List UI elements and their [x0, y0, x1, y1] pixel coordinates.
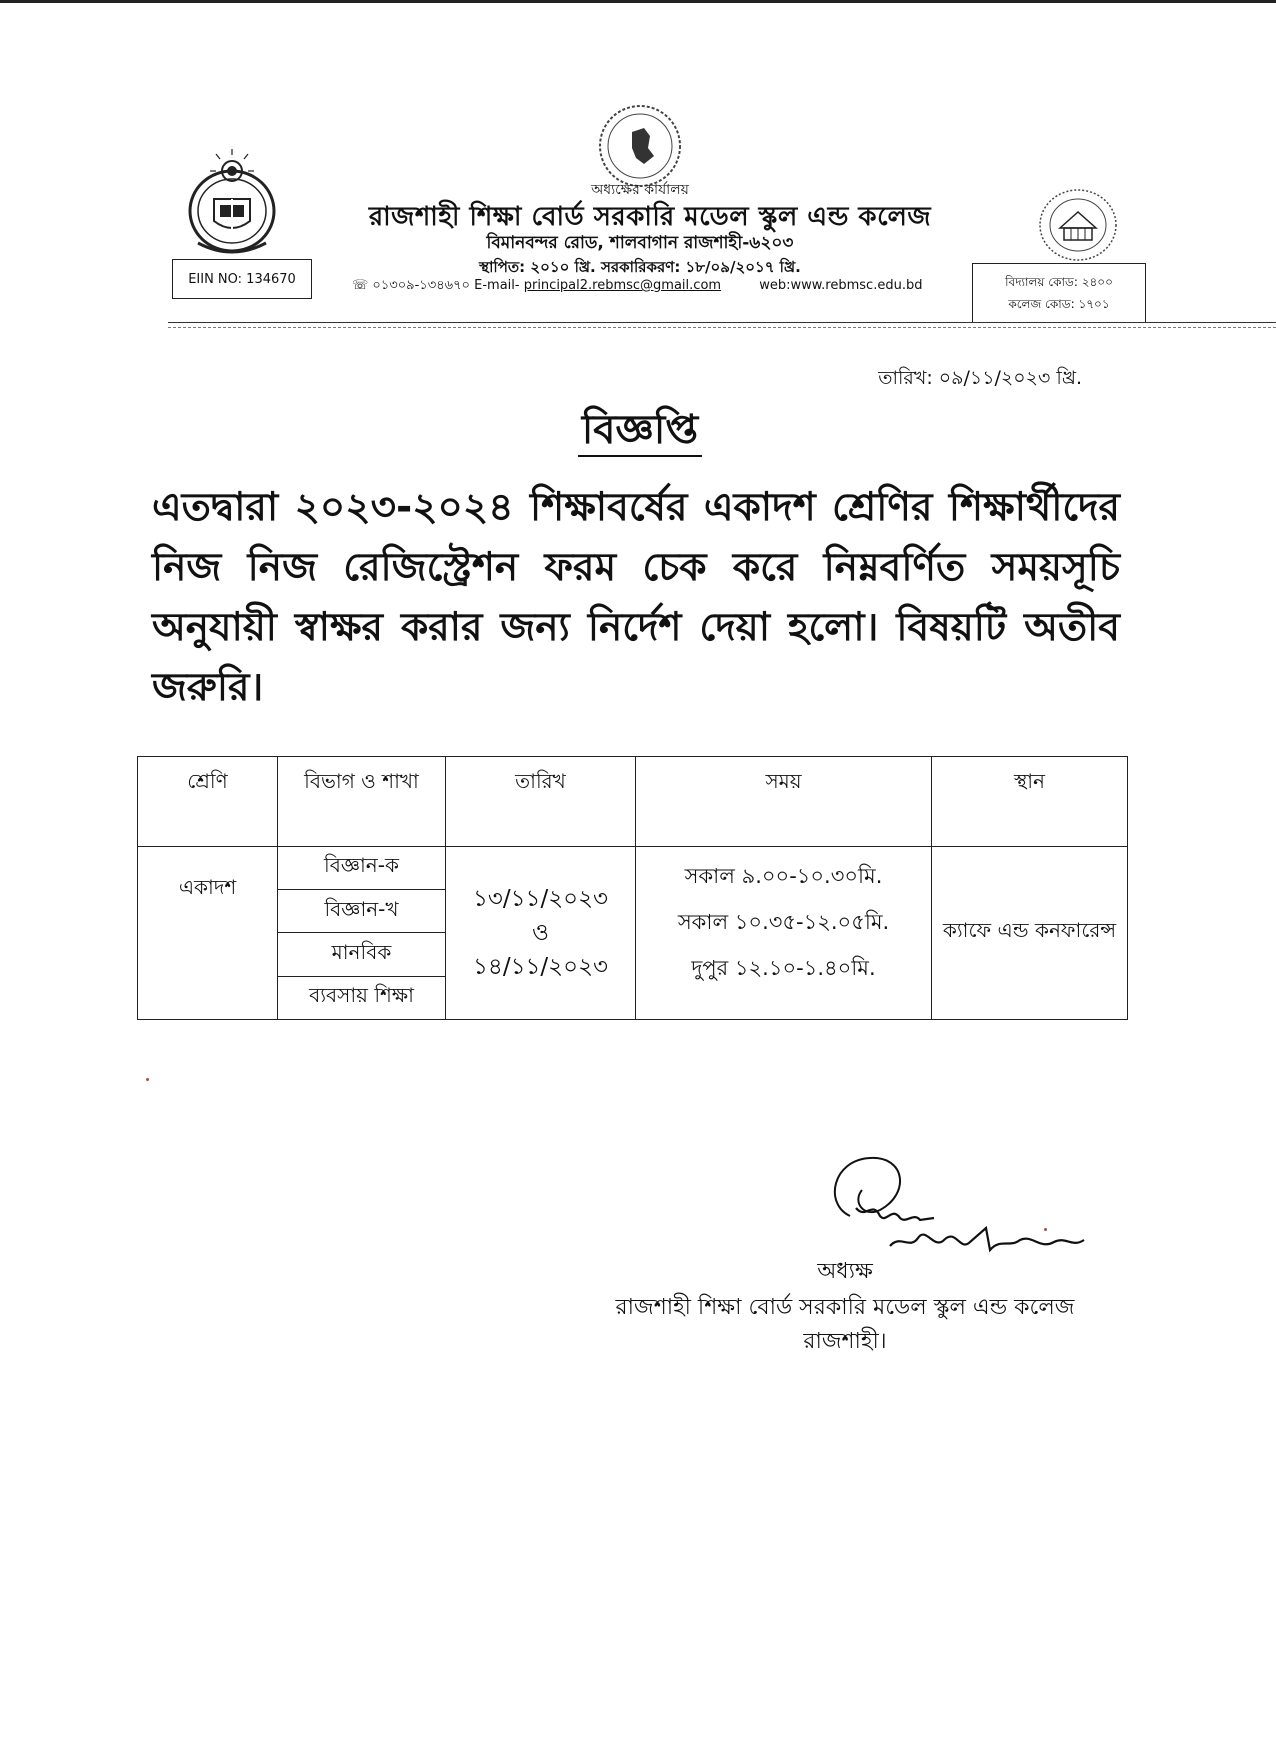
time-slot: দুপুর ১২.১০-১.৪০মি. — [691, 955, 876, 980]
school-code: বিদ্যালয় কোড: ২৪০০ — [1005, 275, 1113, 289]
notice-date: তারিখ: ০৯/১১/২০২৩ খ্রি. — [878, 367, 1082, 389]
signatory-title: অধ্যক্ষ — [817, 1259, 873, 1284]
website-link[interactable]: web:www.rebmsc.edu.bd — [759, 278, 923, 293]
header-branch: বিভাগ ও শাখা — [278, 757, 446, 847]
contact-line — [352, 276, 952, 297]
header-time: সময় — [636, 757, 932, 847]
signatory-city: রাজশাহী। — [803, 1329, 887, 1354]
institution-address: বিমানবন্দর রোড, শালবাগান রাজশাহী-৬২০৩ — [486, 233, 794, 253]
branch-cell: বিজ্ঞান-খ — [278, 890, 446, 933]
signatory-institution: রাজশাহী শিক্ষা বোর্ড সরকারি মডেল স্কুল এন্ড কলেজ — [615, 1295, 1075, 1320]
government-emblem — [598, 104, 682, 188]
scan-edge — [0, 0, 1276, 3]
header-venue: স্থান — [932, 757, 1128, 847]
notice-title-text: বিজ্ঞপ্তি — [578, 407, 702, 457]
notice-title — [540, 398, 740, 465]
signature-mark — [810, 1150, 1110, 1270]
table-header-row — [138, 757, 1128, 847]
email-link[interactable]: principal2.rebmsc@gmail.com — [523, 278, 722, 293]
header-divider-secondary — [168, 327, 1276, 328]
eiin-box — [172, 259, 312, 299]
branch-cell: ব্যবসায় শিক্ষা — [278, 976, 446, 1019]
scan-speck — [146, 1078, 149, 1081]
branch-cell: বিজ্ঞান-ক — [278, 846, 446, 889]
header-divider — [168, 322, 1276, 323]
date-first: ১৩/১১/২০২৩ — [472, 885, 609, 912]
branch-cell: মানবিক — [278, 933, 446, 976]
school-crest-logo — [184, 143, 280, 261]
notice-body: এতদ্বারা ২০২৩-২০২৪ শিক্ষাবর্ষের একাদশ শ্রেণির শিক্ষার্থীদের নিজ নিজ রেজিস্ট্রেশন ফরম চেক করে নিম্নবর্ণিত সময়সূচি অনুযায়ী স্বাক্ষর করার জন্য নির্দেশ দেয়া হলো। বিষয়টি অতীব জরুরি। — [152, 485, 1120, 710]
eiin-number: EIIN NO: 134670 — [188, 271, 296, 287]
schedule-table — [137, 756, 1128, 1020]
date-cell — [446, 846, 636, 1019]
header-class: শ্রেণি — [138, 757, 278, 847]
codes-box — [972, 263, 1146, 323]
class-cell: একাদশ — [138, 846, 278, 1019]
time-slot: সকাল ৯.০০-১০.৩০মি. — [684, 863, 883, 888]
time-slot: সকাল ১০.৩৫-১২.০৫মি. — [677, 909, 890, 934]
office-label: অধ্যক্ষের কার্যালয় — [591, 182, 689, 198]
venue-cell: ক্যাফে এন্ড কনফারেন্স — [932, 846, 1128, 1019]
established-info: স্থাপিত: ২০১০ খ্রি. সরকারিকরণ: ১৮/০৯/২০১৭ খ্রি. — [479, 258, 801, 276]
table-row — [138, 846, 1128, 889]
college-seal-logo — [1038, 188, 1118, 262]
date-join: ও — [532, 919, 549, 946]
college-code: কলেজ কোড: ১৭০১ — [1008, 297, 1110, 311]
institution-name: রাজশাহী শিক্ষা বোর্ড সরকারি মডেল স্কুল এন্ড কলেজ — [368, 202, 932, 232]
time-cell — [636, 846, 932, 1019]
date-second: ১৪/১১/২০২৩ — [472, 953, 608, 980]
phone-number: ☏ ০১৩০৯-১৩৪৬৭০ E-mail- — [352, 278, 520, 293]
header-date: তারিখ — [446, 757, 636, 847]
